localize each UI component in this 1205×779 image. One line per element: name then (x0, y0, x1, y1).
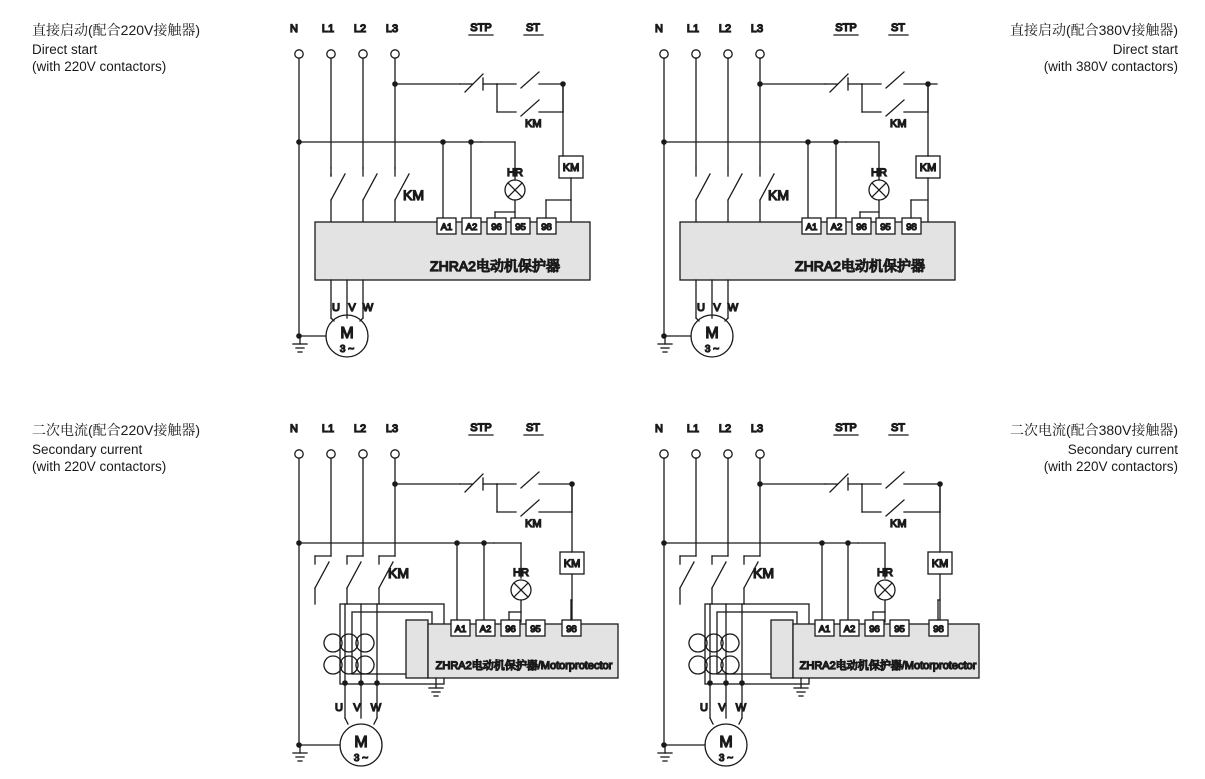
contactor-aux-label: KM (525, 118, 542, 130)
phase-label-l2: L2 (353, 423, 367, 435)
motor-symbol: M (354, 734, 368, 751)
diagram-direct-start-220-labels (290, 22, 579, 355)
pushbutton-label-st: ST (525, 422, 541, 434)
lamp-label-hr: HR (507, 167, 523, 179)
terminal-96: 96 (505, 624, 516, 635)
caption-en2-secondary-220: (with 220V contactors) (32, 459, 167, 474)
caption-en1-secondary-380: Secondary current (1067, 442, 1178, 457)
terminal-98: 98 (566, 624, 577, 635)
pushbutton-label-st: ST (890, 422, 906, 434)
terminal-95: 95 (880, 222, 891, 233)
phase-label-l3: L3 (385, 423, 399, 435)
device-label: ZHRA2电动机保护器 (795, 258, 925, 274)
diagram-secondary-current-220-labels (290, 422, 613, 764)
caption-en1-secondary-220: Secondary current (32, 442, 143, 457)
motor-out-u: U (700, 702, 708, 714)
device-label: ZHRA2电动机保护器 (430, 258, 560, 274)
caption-en1-direct-start-220: Direct start (32, 42, 98, 57)
contactor-label-km: KM (753, 565, 774, 581)
phase-label-l3: L3 (750, 423, 764, 435)
motor-phase: 3 ~ (718, 753, 734, 764)
phase-label-l1: L1 (321, 23, 335, 35)
motor-phase: 3 ~ (353, 753, 369, 764)
motor-out-v: V (713, 302, 721, 314)
motor-out-v: V (353, 702, 361, 714)
phase-label-n: N (290, 423, 298, 435)
pushbutton-label-st: ST (890, 22, 906, 34)
pushbutton-label-stp: STP (470, 22, 492, 34)
motor-out-v: V (718, 702, 726, 714)
caption-zh-direct-start-380: 直接启动(配合380V接触器) (1009, 22, 1178, 38)
phase-label-l3: L3 (385, 23, 399, 35)
terminal-95: 95 (515, 222, 526, 233)
terminal-a2: A2 (465, 222, 478, 233)
terminal-98: 98 (541, 222, 552, 233)
contactor-aux-label: KM (525, 518, 542, 530)
phase-label-l2: L2 (718, 423, 732, 435)
terminal-96: 96 (491, 222, 502, 233)
phase-label-n: N (655, 23, 663, 35)
diagram-direct-start-380-labels (655, 22, 936, 355)
terminal-a2: A2 (830, 222, 843, 233)
coil-label-km: KM (931, 558, 949, 570)
contactor-label-km: KM (403, 187, 424, 203)
motor-out-w: W (735, 702, 747, 714)
motor-out-w: W (727, 302, 739, 314)
terminal-98: 98 (933, 624, 944, 635)
terminal-95: 95 (530, 624, 541, 635)
pushbutton-label-st: ST (525, 22, 541, 34)
contactor-aux-label: KM (890, 518, 907, 530)
phase-label-n: N (290, 23, 298, 35)
terminal-a1: A1 (818, 624, 831, 635)
terminal-a1: A1 (440, 222, 453, 233)
contactor-label-km: KM (768, 187, 789, 203)
caption-en2-direct-start-220: (with 220V contactors) (32, 59, 167, 74)
caption-zh-secondary-380: 二次电流(配合380V接触器) (1009, 422, 1178, 438)
motor-symbol: M (340, 325, 354, 342)
phase-label-l1: L1 (686, 423, 700, 435)
pushbutton-label-stp: STP (835, 422, 857, 434)
motor-phase: 3 ~ (704, 344, 720, 355)
terminal-a2: A2 (479, 624, 492, 635)
phase-label-l2: L2 (718, 23, 732, 35)
pushbutton-label-stp: STP (835, 22, 857, 34)
contactor-label-km: KM (388, 565, 409, 581)
phase-label-l2: L2 (353, 23, 367, 35)
lamp-label-hr: HR (871, 167, 887, 179)
motor-out-v: V (348, 302, 356, 314)
diagram-secondary-current-380 (658, 450, 979, 766)
terminal-a2: A2 (843, 624, 856, 635)
terminal-a1: A1 (454, 624, 467, 635)
device-label: ZHRA2电动机保护器/Motorprotector (435, 660, 613, 672)
motor-out-w: W (362, 302, 374, 314)
diagram-secondary-current-220 (293, 450, 618, 766)
motor-phase: 3 ~ (339, 344, 355, 355)
terminal-98: 98 (906, 222, 917, 233)
motor-out-w: W (370, 702, 382, 714)
coil-label-km: KM (919, 162, 937, 174)
lamp-label-hr: HR (513, 567, 529, 579)
caption-en2-secondary-380: (with 220V contactors) (1043, 459, 1178, 474)
motor-out-u: U (697, 302, 705, 314)
motor-out-u: U (332, 302, 340, 314)
phase-label-l3: L3 (750, 23, 764, 35)
coil-label-km: KM (562, 162, 580, 174)
phase-label-l1: L1 (686, 23, 700, 35)
terminal-95: 95 (894, 624, 905, 635)
coil-label-km: KM (563, 558, 581, 570)
pushbutton-label-stp: STP (470, 422, 492, 434)
lamp-label-hr: HR (877, 567, 893, 579)
motor-symbol: M (719, 734, 733, 751)
terminal-96: 96 (869, 624, 880, 635)
terminal-96: 96 (856, 222, 867, 233)
caption-en2-direct-start-380: (with 380V contactors) (1043, 59, 1178, 74)
contactor-aux-label: KM (890, 118, 907, 130)
phase-label-n: N (655, 423, 663, 435)
caption-zh-secondary-220: 二次电流(配合220V接触器) (32, 422, 201, 438)
caption-zh-direct-start-220: 直接启动(配合220V接触器) (32, 22, 201, 38)
caption-en1-direct-start-380: Direct start (1112, 42, 1178, 57)
diagram-secondary-current-380-labels (655, 422, 977, 764)
motor-out-u: U (335, 702, 343, 714)
motor-symbol: M (705, 325, 719, 342)
device-label: ZHRA2电动机保护器/Motorprotector (799, 660, 977, 672)
terminal-a1: A1 (805, 222, 818, 233)
phase-label-l1: L1 (321, 423, 335, 435)
